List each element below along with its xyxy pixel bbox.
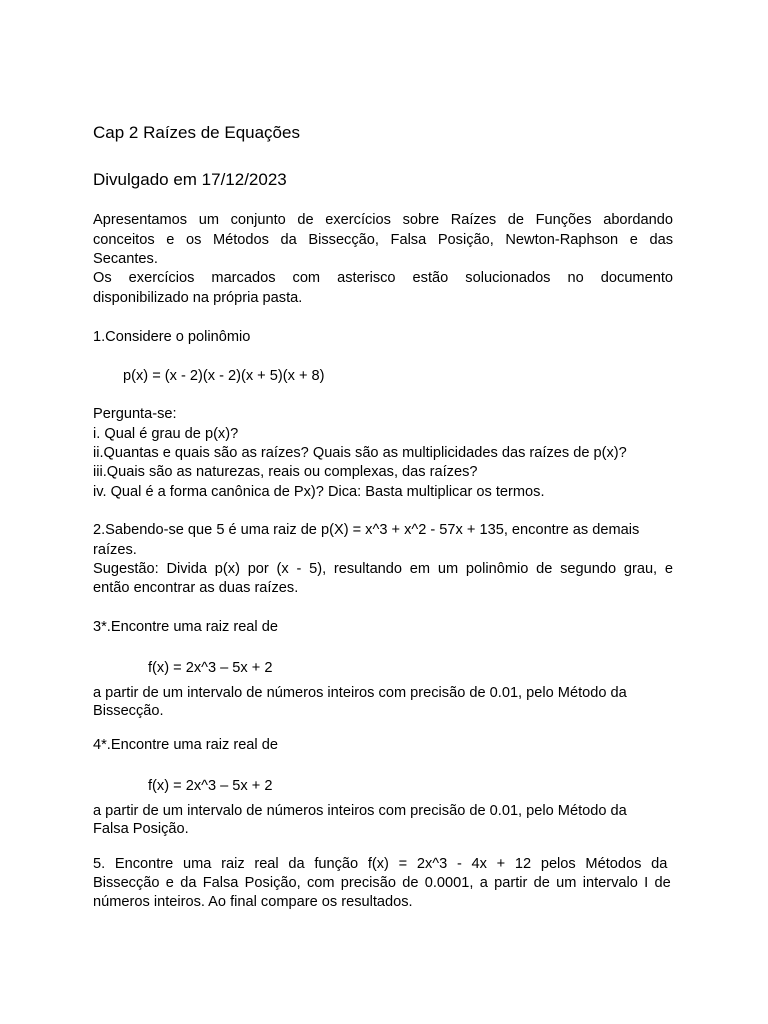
ex3-line-1: a partir de um intervalo de números inteiros com precisão de 0.01, pelo Método da — [93, 685, 627, 701]
ex2-line-2: raízes. — [93, 542, 137, 558]
ex1-heading: 1.Considere o polinômio — [93, 329, 251, 345]
ex5-line-1: 5. Encontre uma raiz real da função f(x) = 2x^3 - 4x + 12 pelos Métodos da — [93, 856, 668, 872]
ex1-ask: Pergunta-se: — [93, 406, 177, 422]
ex2-line-4: então encontrar as duas raízes. — [93, 580, 299, 596]
ex3-line-2: Bissecção. — [93, 703, 164, 719]
intro-line-1: Apresentamos um conjunto de exercícios sobre Raízes de Funções abordando — [93, 212, 673, 228]
ex1-question-1: i. Qual é grau de p(x)? — [93, 426, 239, 442]
ex5-line-2: Bissecção e da Falsa Posição, com precisão de 0.0001, a partir de um intervalo I de — [93, 875, 671, 891]
ex4-heading: 4*.Encontre uma raiz real de — [93, 737, 278, 753]
ex1-question-4: iv. Qual é a forma canônica de Px)? Dica: Basta multiplicar os termos. — [93, 484, 545, 500]
ex2-line-3: Sugestão: Divida p(x) por (x - 5), resultando em um polinômio de segundo grau, e — [93, 561, 673, 577]
ex1-question-3: iii.Quais são as naturezas, reais ou complexas, das raízes? — [93, 464, 478, 480]
ex4-line-2: Falsa Posição. — [93, 821, 189, 837]
ex4-line-1: a partir de um intervalo de números inteiros com precisão de 0.01, pelo Método da — [93, 803, 627, 819]
intro-line-2: conceitos e os Métodos da Bissecção, Falsa Posição, Newton-Raphson e das — [93, 232, 673, 248]
ex3-heading: 3*.Encontre uma raiz real de — [93, 619, 278, 635]
ex1-question-2: ii.Quantas e quais são as raízes? Quais são as multiplicidades das raízes de p(x)? — [93, 445, 627, 461]
ex3-formula: f(x) = 2x^3 – 5x + 2 — [148, 660, 273, 676]
ex4-formula: f(x) = 2x^3 – 5x + 2 — [148, 778, 273, 794]
intro-line-5: disponibilizado na própria pasta. — [93, 290, 303, 306]
ex5-line-3: números inteiros. Ao final compare os resultados. — [93, 894, 413, 910]
ex1-formula: p(x) = (x - 2)(x - 2)(x + 5)(x + 8) — [123, 368, 325, 384]
intro-line-3: Secantes. — [93, 251, 158, 267]
ex2-line-1: 2.Sabendo-se que 5 é uma raiz de p(X) = x^3 + x^2 - 57x + 135, encontre as demais — [93, 522, 640, 538]
page-title: Cap 2 Raízes de Equações — [93, 123, 300, 142]
intro-line-4: Os exercícios marcados com asterisco estão solucionados no documento — [93, 270, 673, 286]
release-date: Divulgado em 17/12/2023 — [93, 170, 287, 189]
